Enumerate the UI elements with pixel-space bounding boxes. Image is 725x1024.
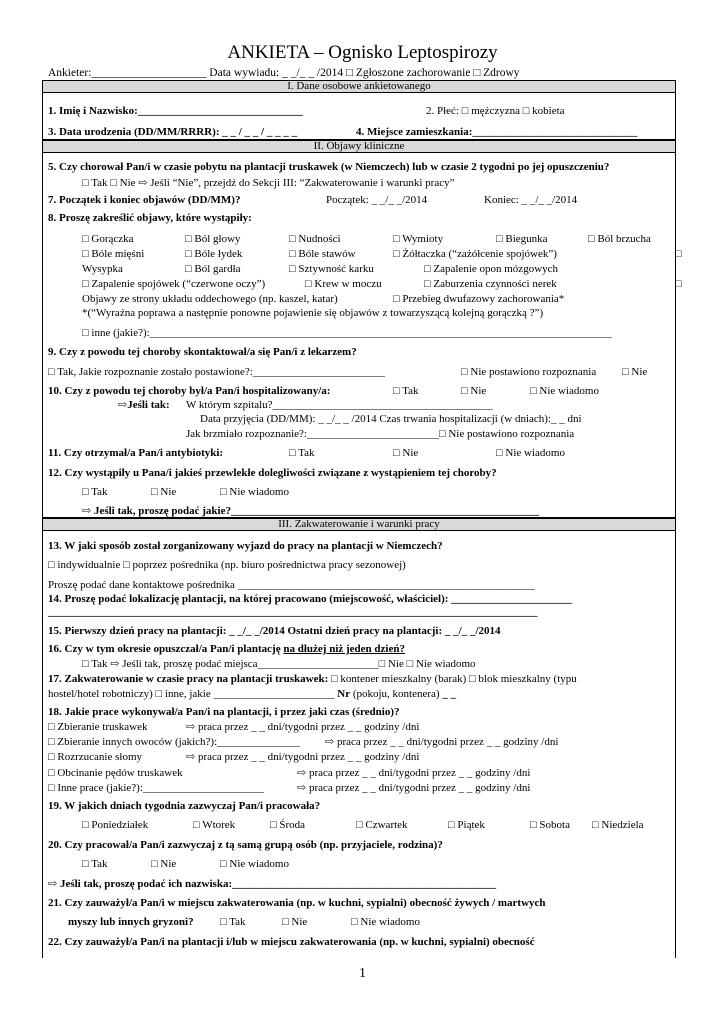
section-header-3: III. Zakwaterowanie i warunki pracy xyxy=(42,518,676,531)
q13-question: 13. W jaki sposób został zorganizowany wyjazd do pracy na plantacji w Niemczech? xyxy=(48,540,443,552)
q5-question: 5. Czy chorował Pan/i w czasie pobytu na plantacji truskawek (w Niemczech) lub w czasie 2 tygodni po jej opuszczeniu? xyxy=(48,161,610,173)
q18-task-other-fruit: □ Zbieranie innych owoców (jakich?):_______________ xyxy=(48,736,300,748)
symptom-respiratory-checkbox: □ xyxy=(675,278,682,290)
q18-question: 18. Jakie prace wykonywał/a Pan/i na plantacji, i przez jaki czas (średnio)? xyxy=(48,706,400,718)
q18-time-other-fruit: ⇨ praca przez _ _ dni/tygodni przez _ _ godziny /dni xyxy=(325,736,559,748)
q18-time-other: ⇨ praca przez _ _ dni/tygodni przez _ _ godziny /dni xyxy=(297,782,531,794)
q16-emphasis: na dłużej niż jeden dzień? xyxy=(283,643,405,655)
q22-question: 22. Czy zauważył/a Pan/i na plantacji i/lub w miejscu zakwaterowania (np. w kuchni, sypialni) obecność xyxy=(48,936,535,948)
q11-no: □ Nie xyxy=(393,447,419,459)
symptom-joint-pain: □ Bóle stawów xyxy=(289,248,356,260)
q16-places-line: ______________________ xyxy=(257,658,379,670)
symptom-sore-throat: □ Ból gardła xyxy=(185,263,241,275)
symptom-rash: Wysypka xyxy=(82,263,123,275)
symptom-respiratory: Objawy ze strony układu oddechowego (np. kaszel, katar) xyxy=(82,293,338,305)
q21-unknown: □ Nie wiadomo xyxy=(351,916,420,928)
q2-sex xyxy=(426,104,565,118)
q16-yes: □ Tak ⇨ Jeśli tak, proszę podać miejsca xyxy=(82,658,258,670)
q21-question: 21. Czy zauważył/a Pan/i w miejscu zakwaterowania (np. w kuchni, sypialni) obecność żywych / martwych xyxy=(48,897,546,909)
q9-no-diagnosis: □ Nie postawiono rozpoznania xyxy=(461,366,597,378)
q19-saturday: □ Sobota xyxy=(530,819,570,831)
symptom-fever: □ Gorączka xyxy=(82,233,134,245)
q10-if-yes: ⇨Jeśli tak: xyxy=(118,399,170,411)
q21-yes: □ Tak xyxy=(220,916,246,928)
q11-question: 11. Czy otrzymał/a Pan/i antybiotyki: xyxy=(48,447,224,459)
q12-yes: □ Tak xyxy=(82,486,108,498)
q20-if-yes: ⇨ Jeśli tak, proszę podać ich nazwiska:________________________________________________ xyxy=(48,878,497,890)
q13-contact: Proszę podać dane kontaktowe pośrednika ______________________________________________________ xyxy=(48,579,535,591)
q8-question: 8. Proszę zakreślić objawy, które wystąpiły: xyxy=(48,212,252,224)
q12-unknown: □ Nie wiadomo xyxy=(220,486,289,498)
q11-unknown: □ Nie wiadomo xyxy=(496,447,565,459)
q14-line: _________________________________________________________________________________________ xyxy=(48,606,538,618)
q18-task-straw: □ Rozrzucanie słomy xyxy=(48,751,143,763)
symptom-calf-pain: □ Bóle łydek xyxy=(185,248,243,260)
q16-question xyxy=(48,642,405,656)
q18-task-other: □ Inne prace (jakie?):______________________ xyxy=(48,782,264,794)
symptom-nausea: □ Nudności xyxy=(289,233,341,245)
q9-yes: □ Tak, Jakie rozpoznanie zostało postawione?:________________________ xyxy=(48,366,385,378)
q19-question: 19. W jakich dniach tygodnia zazwyczaj Pan/i pracowała? xyxy=(48,800,321,812)
interview-header-line: Ankieter:____________________ Data wywiadu: _ _/_ _ /2014 □ Zgłoszone zachorowanie □ Zdrowy xyxy=(48,67,520,79)
symptom-meningitis: □ Zapalenie opon mózgowych xyxy=(424,263,559,275)
symptom-rash-checkbox: □ xyxy=(675,248,682,260)
q19-tuesday: □ Wtorek xyxy=(193,819,236,831)
symptom-biphasic: □ Przebieg dwufazowy zachorowania* xyxy=(393,293,565,305)
q12-if-yes: ⇨ Jeśli tak, proszę podać jakie?________________________________________________________ xyxy=(82,505,539,517)
page-number: 1 xyxy=(359,966,366,981)
q13-options: □ indywidualnie □ poprzez pośrednika (np. biuro pośrednictwa pracy sezonowej) xyxy=(48,559,406,571)
q18-time-cutting: ⇨ praca przez _ _ dni/tygodni przez _ _ godziny /dni xyxy=(297,767,531,779)
q10-unknown: □ Nie wiadomo xyxy=(530,385,599,397)
q16-options xyxy=(82,657,476,671)
q15-question: 15. Pierwszy dzień pracy na plantacji: _ _/_ _/2014 Ostatni dzień pracy na plantacji: _ _/_ _/2014 xyxy=(48,625,501,637)
q17-question xyxy=(48,672,577,686)
q3-birthdate: 3. Data urodzenia (DD/MM/RRRR): _ _ / _ _ / _ _ _ _ xyxy=(48,126,298,138)
q10-diagnosis: Jak brzmiało rozpoznanie?:________________________□ Nie postawiono rozpoznania xyxy=(186,428,575,440)
q9-question: 9. Czy z powodu tej choroby skontaktował/a się Pan/i z lekarzem? xyxy=(48,346,357,358)
page-title: ANKIETA – Ognisko Leptospirozy xyxy=(227,42,498,63)
symptom-other: □ inne (jakie?):____________________________________________________________________________________ xyxy=(82,327,612,339)
q2-sex-text: 2. Płeć: □ mężczyzna □ kobieta xyxy=(426,105,565,117)
q17-room: (pokoju, kontenera) xyxy=(350,688,443,700)
q18-task-cutting: □ Obcinanie pędów truskawek xyxy=(48,767,183,779)
symptom-diarrhea: □ Biegunka xyxy=(496,233,548,245)
q19-sunday: □ Niedziela xyxy=(592,819,644,831)
symptom-abdominal-pain: □ Ból brzucha xyxy=(588,233,651,245)
symptom-kidney: □ Zaburzenia czynności nerek xyxy=(424,278,557,290)
q18-time-strawberries: ⇨ praca przez _ _ dni/tygodni przez _ _ godziny /dni xyxy=(186,721,420,733)
symptom-conjunctivitis: □ Zapalenie spojówek (“czerwone oczy”) xyxy=(82,278,266,290)
q5-options: □ Tak □ Nie ⇨ Jeśli “Nie”, przejdź do Sekcji III: “Zakwaterowanie i warunki pracy” xyxy=(82,177,455,189)
symptom-neck-stiffness: □ Sztywność karku xyxy=(289,263,374,275)
q10-no: □ Nie xyxy=(461,385,487,397)
q17-options-line2 xyxy=(48,687,456,701)
symptom-vomiting: □ Wymioty xyxy=(393,233,444,245)
q20-question: 20. Czy pracował/a Pan/i zazwyczaj z tą samą grupą osób (np. przyjaciele, rodzina)? xyxy=(48,839,443,851)
q19-friday: □ Piątek xyxy=(448,819,485,831)
symptom-jaundice: □ Żółtaczka (“zażółcenie spojówek”) xyxy=(393,248,557,260)
q1-name: 1. Imię i Nazwisko:______________________________ xyxy=(48,105,303,117)
symptom-headache: □ Ból głowy xyxy=(185,233,241,245)
symptom-muscle-pain: □ Bóle mięśni xyxy=(82,248,145,260)
q10-yes: □ Tak xyxy=(393,385,419,397)
q10-admission: Data przyjęcia (DD/MM): _ _/_ _ /2014 Czas trwania hospitalizacji (w dniach):_ _ dni xyxy=(200,413,582,425)
q17-room-blank: _ _ xyxy=(442,688,457,700)
q7-end: Koniec: _ _/_ _/2014 xyxy=(484,194,578,206)
q20-no: □ Nie xyxy=(151,858,177,870)
q4-residence: 4. Miejsce zamieszkania:______________________________ xyxy=(356,126,638,138)
q19-wednesday: □ Środa xyxy=(270,819,306,831)
q11-yes: □ Tak xyxy=(289,447,315,459)
q16-no-unknown: □ Nie □ Nie wiadomo xyxy=(378,658,476,670)
q18-task-strawberries: □ Zbieranie truskawek xyxy=(48,721,148,733)
q12-no: □ Nie xyxy=(151,486,177,498)
q7-onset: Początek: _ _/_ _/2014 xyxy=(326,194,428,206)
q12-question: 12. Czy wystąpiły u Pana/i jakieś przewlekłe dolegliwości związane z wystąpieniem tej choroby? xyxy=(48,467,497,479)
q19-thursday: □ Czwartek xyxy=(356,819,408,831)
q17-options: □ kontener mieszkalny (barak) □ blok mieszkalny (typu xyxy=(328,673,577,685)
q10-hospital: W którym szpitalu?________________________________________ xyxy=(186,399,493,411)
q7-question: 7. Początek i koniec objawów (DD/MM)? xyxy=(48,194,241,206)
q17-nr: Nr xyxy=(337,688,351,700)
q9-no: □ Nie xyxy=(622,366,648,378)
q14-question: 14. Proszę podać lokalizację plantacji, na której pracowano (miejscowość, właściciel): ______________________ xyxy=(48,593,573,605)
q20-yes: □ Tak xyxy=(82,858,108,870)
q21-question-cont: myszy lub innych gryzoni? xyxy=(68,916,194,928)
q20-unknown: □ Nie wiadomo xyxy=(220,858,289,870)
section-header-1: I. Dane osobowe ankietowanego xyxy=(42,80,676,93)
q21-no: □ Nie xyxy=(282,916,308,928)
q17-other: hostel/hotel robotniczy) □ inne, jakie ______________________ xyxy=(48,688,338,700)
q19-monday: □ Poniedziałek xyxy=(82,819,149,831)
symptom-biphasic-note: *(“Wyraźna poprawa a następnie ponowne pojawienie się objawów z towarzyszącą kolejną gorączką ?”) xyxy=(82,307,544,319)
q18-time-straw: ⇨ praca przez _ _ dni/tygodni przez _ _ godziny /dni xyxy=(186,751,420,763)
q16-question-text: 16. Czy w tym okresie opuszczał/a Pan/i plantację xyxy=(48,643,284,655)
symptom-hematuria: □ Krew w moczu xyxy=(305,278,382,290)
q10-question: 10. Czy z powodu tej choroby był/a Pan/i hospitalizowany/a: xyxy=(48,385,331,397)
q17-question-text: 17. Zakwaterowanie w czasie pracy na plantacji truskawek: xyxy=(48,673,329,685)
section-header-2: II. Objawy kliniczne xyxy=(42,140,676,153)
